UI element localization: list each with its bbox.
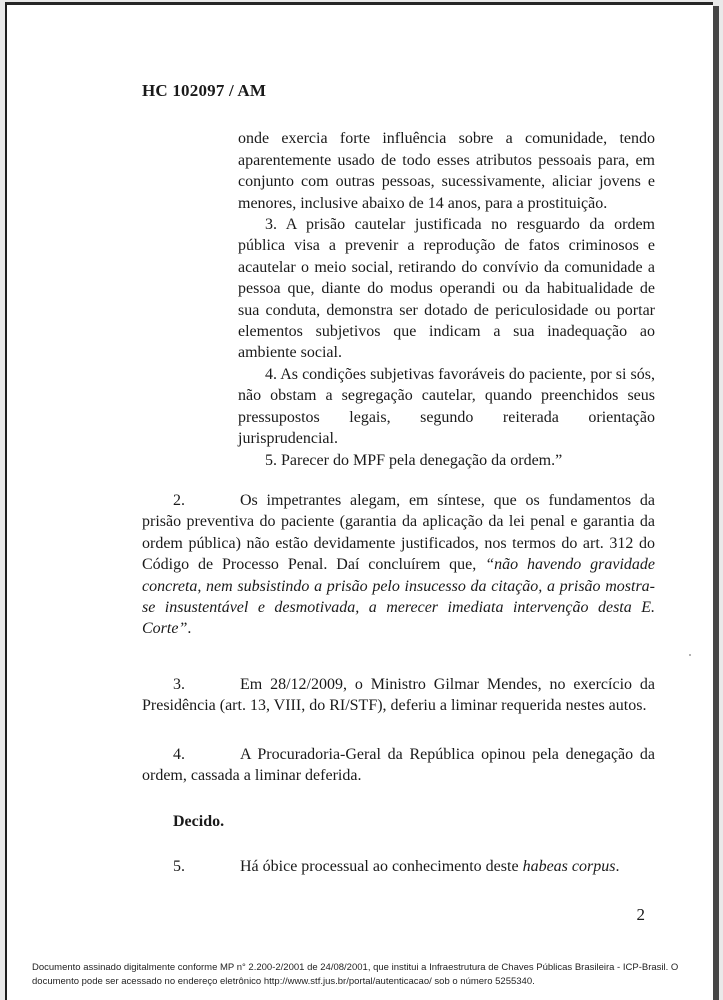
paragraph-text-tail: .	[615, 857, 620, 875]
quote-block	[238, 128, 655, 471]
paragraph-text-tail: .	[187, 620, 192, 638]
case-header: HC 102097 / AM	[142, 81, 267, 100]
footer-line-1: Documento assinado digitalmente conforme MP n° 2.200-2/2001 de 24/08/2001, que institui a Infraestrutura de Chaves Públicas Brasileira - ICP-Brasil. O	[32, 962, 679, 973]
paragraph-number: 3.	[173, 675, 185, 693]
paragraph-citation-italic: “não havendo gravidade concreta, nem subsistindo a prisão pelo insucesso da citação, a prisão mostra-se insustentável e desmotivada, a merecer imediata intervenção desta E. Corte”	[142, 556, 655, 638]
quote-paragraph-item-4: 4. As condições subjetivas favoráveis do paciente, por si sós, não obstam a segregação cautelar, quando preenchidos seus pressupostos legais, segundo reiterada orientação jurisprudencial.	[238, 365, 655, 448]
quote-paragraph-item-5: 5. Parecer do MPF pela denegação da ordem.”	[265, 451, 563, 469]
paragraph-number: 5.	[173, 857, 185, 875]
scan-artifact-dot	[689, 654, 691, 656]
body-paragraph-2	[142, 490, 655, 640]
paragraph-number: 4.	[173, 745, 185, 763]
quote-paragraph-item-3: 3. A prisão cautelar justificada no resguardo da ordem pública visa a prevenir a reprodução de fatos criminosos e acautelar o meio social, retirando do convívio da comunidade a pessoa que, diante do modus operandi ou da habitualidade de sua conduta, demonstra ser dotado de periculosidade ou portar elementos subjetivos que indicam a sua inadequação ao ambiente social.	[238, 216, 655, 362]
signature-footer	[32, 961, 694, 988]
decido-heading: Decido.	[173, 813, 225, 831]
document-page	[5, 2, 713, 1000]
body-paragraph-3	[142, 674, 655, 717]
body-paragraph-5	[142, 856, 655, 877]
page-number: 2	[636, 905, 645, 925]
body-paragraph-4	[142, 744, 655, 787]
quote-paragraph-continuation: onde exercia forte influência sobre a comunidade, tendo aparentemente usado de todo esses atributos pessoais para, em conjunto com outras pessoas, sucessivamente, aliciar jovens e menores, inclusive abaixo de 14 anos, para a prostituição.	[238, 130, 655, 212]
paragraph-text: A Procuradoria-Geral da República opinou pela denegação da ordem, cassada a liminar deferida.	[142, 745, 655, 784]
paragraph-text: Há óbice processual ao conhecimento deste	[240, 857, 523, 875]
footer-line-2: documento pode ser acessado no endereço eletrônico http://www.stf.jus.br/portal/autenticacao/ sob o número 5255340.	[32, 975, 535, 987]
page-shadow	[713, 6, 719, 1000]
paragraph-number: 2.	[173, 491, 185, 509]
paragraph-text: Em 28/12/2009, o Ministro Gilmar Mendes, no exercício da Presidência (art. 13, VIII, do RI/STF), deferiu a liminar requerida nestes autos.	[142, 675, 655, 715]
paragraph-text: Os impetrantes alegam, em síntese, que os fundamentos da prisão preventiva do paciente (garantia da aplicação da lei penal e garantia da ordem pública) não estão devidamente justificados, nos termos do art. 312 do Código de Processo Penal. Daí concluírem que,	[142, 491, 655, 574]
latin-term-italic: habeas corpus	[522, 857, 616, 875]
page-content	[7, 80, 713, 926]
